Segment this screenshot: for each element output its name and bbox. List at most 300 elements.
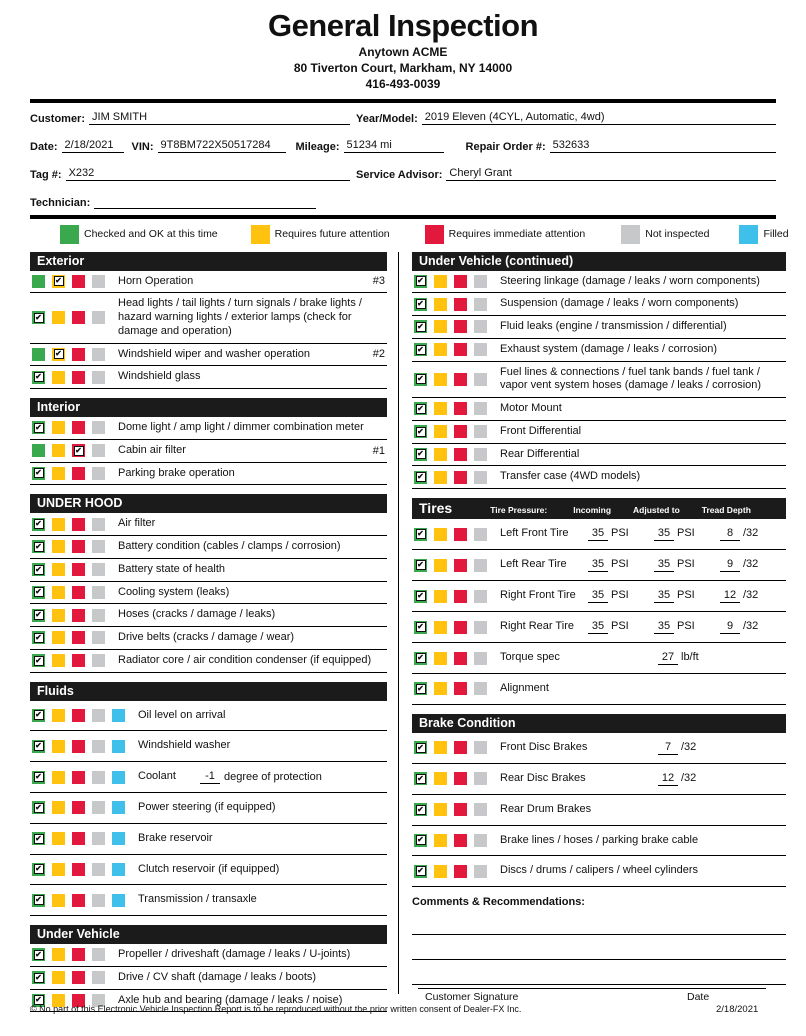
status-box-red[interactable] [72,467,85,480]
status-box-yellow[interactable] [52,948,65,961]
status-box-gray[interactable] [92,540,105,553]
status-box-red[interactable] [72,894,85,907]
tag-field[interactable]: X232 [66,167,350,181]
status-box-red[interactable] [454,298,467,311]
value-field[interactable]: 12 [658,772,678,786]
checkmark-icon: ✔ [35,610,42,620]
status-box-green[interactable] [32,371,45,384]
status-box-green[interactable] [414,320,427,333]
checkmark-icon: ✔ [417,529,424,539]
value-field[interactable]: 35 [588,589,608,603]
status-box-green[interactable] [414,528,427,541]
inspection-row [412,612,786,643]
status-box-gray[interactable] [474,275,487,288]
section-title: Interior [37,400,81,415]
status-box-red[interactable] [72,971,85,984]
status-box-red[interactable] [454,343,467,356]
service-advisor-field[interactable]: Cheryl Grant [446,167,776,181]
measure-slot [654,589,720,603]
status-box-green[interactable] [32,444,45,457]
section-comments-recommendations- [412,896,786,985]
value-field[interactable]: 8 [720,527,740,541]
status-box-red[interactable] [72,832,85,845]
status-box-yellow[interactable] [52,740,65,753]
value-field[interactable]: -1 [200,770,220,784]
status-box-gray[interactable] [92,801,105,814]
legend-item [621,225,709,244]
status-box-green[interactable] [414,373,427,386]
item-label: Brake reservoir [138,831,213,844]
item-label: Rear Differential [500,447,580,460]
vin-field[interactable]: 9T8BM722X50517284 [158,139,286,153]
status-box-gray[interactable] [474,373,487,386]
footer-date-value: 2/18/2021 [716,1004,759,1015]
status-box-cyan[interactable] [112,801,125,814]
status-box-yellow[interactable] [434,448,447,461]
section-title: Tires [419,500,453,517]
measure-unit: PSI [611,620,629,633]
status-box-gray[interactable] [474,559,487,572]
inspection-row [30,627,387,650]
status-box-red[interactable] [72,586,85,599]
status-box-red[interactable] [454,803,467,816]
status-box-red[interactable] [72,863,85,876]
column-header: Tire Pressure: [490,505,548,516]
status-box-red[interactable] [454,373,467,386]
item-label: Horn Operation [118,274,194,287]
status-boxes [32,771,138,784]
status-box-gray[interactable] [92,348,105,361]
status-box-yellow[interactable] [434,343,447,356]
status-box-gray[interactable] [474,803,487,816]
status-box-yellow[interactable] [434,803,447,816]
status-box-green[interactable] [32,518,45,531]
status-box-yellow[interactable] [52,275,65,288]
status-box-red[interactable] [454,772,467,785]
status-box-yellow[interactable] [52,444,65,457]
section-header [30,494,387,513]
inspection-row [412,733,786,764]
status-box-yellow[interactable] [434,275,447,288]
status-box-gray[interactable] [474,741,487,754]
item-label: Windshield wiper and washer operation [118,347,310,360]
status-box-gray[interactable] [474,772,487,785]
status-box-gray[interactable] [474,865,487,878]
status-box-gray[interactable] [92,586,105,599]
inspection-row [412,550,786,581]
status-box-yellow[interactable] [434,425,447,438]
mileage-label: Mileage: [295,140,340,153]
status-box-cyan[interactable] [112,863,125,876]
status-box-green[interactable] [414,559,427,572]
status-box-red[interactable] [72,609,85,622]
date-field[interactable]: 2/18/2021 [62,139,124,153]
status-box-yellow[interactable] [434,471,447,484]
status-box-gray[interactable] [474,471,487,484]
status-box-gray[interactable] [92,444,105,457]
status-box-yellow[interactable] [434,559,447,572]
status-box-red[interactable] [454,402,467,415]
status-box-red[interactable] [72,654,85,667]
status-box-yellow[interactable] [52,654,65,667]
status-box-green[interactable] [32,832,45,845]
status-box-cyan[interactable] [112,771,125,784]
status-box-red[interactable] [454,621,467,634]
status-boxes [414,275,500,288]
status-box-yellow[interactable] [434,682,447,695]
checkmark-icon: ✔ [35,632,42,642]
checkmark-icon: ✔ [35,468,42,478]
item-label: Left Front Tire [500,527,569,540]
inspection-row [30,731,387,762]
status-box-green[interactable] [32,971,45,984]
status-box-yellow[interactable] [52,709,65,722]
value-field[interactable]: 12 [720,589,740,603]
item-label: Coolant [138,770,176,783]
status-box-green[interactable] [414,682,427,695]
status-box-green[interactable] [32,631,45,644]
status-box-gray[interactable] [474,425,487,438]
status-box-green[interactable] [32,740,45,753]
status-box-yellow[interactable] [52,631,65,644]
value-field[interactable]: 35 [588,527,608,541]
status-box-green[interactable] [32,609,45,622]
status-box-yellow[interactable] [52,894,65,907]
status-box-gray[interactable] [474,682,487,695]
status-box-gray[interactable] [92,740,105,753]
value-field[interactable]: 35 [588,620,608,634]
status-box-gray[interactable] [92,631,105,644]
status-box-gray[interactable] [92,863,105,876]
tag-label: Tag #: [30,168,62,181]
status-box-yellow[interactable] [434,590,447,603]
status-box-yellow[interactable] [52,971,65,984]
section-title: Under Vehicle (continued) [419,253,574,268]
status-box-gray[interactable] [474,528,487,541]
status-box-green[interactable] [32,654,45,667]
priority-tag: #2 [372,348,385,361]
status-box-green[interactable] [32,421,45,434]
status-box-gray[interactable] [92,832,105,845]
checkmark-icon: ✔ [417,591,424,601]
checkmark-icon: ✔ [35,864,42,874]
status-box-green[interactable] [32,586,45,599]
status-box-red[interactable] [72,275,85,288]
status-box-red[interactable] [454,834,467,847]
status-box-gray[interactable] [474,343,487,356]
status-box-green[interactable] [414,425,427,438]
status-box-gray[interactable] [92,275,105,288]
status-box-gray[interactable] [474,402,487,415]
measure-unit: PSI [677,589,695,602]
status-box-yellow[interactable] [52,832,65,845]
inspection-row [412,643,786,674]
status-box-green[interactable] [414,652,427,665]
status-box-red[interactable] [72,948,85,961]
status-box-green[interactable] [32,348,45,361]
status-box-green[interactable] [414,772,427,785]
measure-slot [720,620,786,634]
status-box-yellow[interactable] [52,371,65,384]
inspection-row [30,824,387,855]
status-box-red[interactable] [72,444,85,457]
status-box-green[interactable] [32,275,45,288]
status-box-green[interactable] [32,467,45,480]
checkmark-icon: ✔ [417,560,424,570]
customer-signature-label: Customer Signature [425,991,519,1003]
section-under-vehicle [30,925,387,1012]
status-boxes [414,803,500,816]
status-box-cyan[interactable] [112,832,125,845]
status-box-gray[interactable] [474,320,487,333]
status-box-gray[interactable] [92,467,105,480]
status-box-red[interactable] [72,563,85,576]
customer-label: Customer: [30,112,86,125]
item-label: Radiator core / air condition condenser (if equipped) [118,653,372,666]
repair-order-field[interactable]: 532633 [550,139,776,153]
status-box-cyan[interactable] [112,709,125,722]
status-box-red[interactable] [454,528,467,541]
column-header: Incoming [573,505,612,516]
status-box-green[interactable] [32,771,45,784]
status-box-red[interactable] [454,275,467,288]
status-box-green[interactable] [32,540,45,553]
status-box-green[interactable] [32,948,45,961]
checkmark-icon: ✔ [417,742,424,752]
measure-unit: PSI [611,558,629,571]
comments-input-line[interactable] [412,935,786,960]
comments-title: Comments & Recommendations: [412,896,585,909]
status-box-green[interactable] [414,471,427,484]
status-box-green[interactable] [414,448,427,461]
value-field[interactable]: 27 [658,651,678,665]
status-box-green[interactable] [414,803,427,816]
status-box-yellow[interactable] [434,528,447,541]
section-fluids [30,682,387,917]
status-box-yellow[interactable] [434,834,447,847]
status-box-green[interactable] [414,402,427,415]
status-box-green[interactable] [414,741,427,754]
status-box-yellow[interactable] [434,298,447,311]
checkmark-icon: ✔ [417,866,424,876]
inspection-row [412,316,786,339]
inspection-row [412,826,786,857]
status-box-gray[interactable] [474,834,487,847]
status-box-yellow[interactable] [434,373,447,386]
status-boxes [32,348,118,361]
technician-field[interactable] [94,195,316,209]
measure-slot [588,527,654,541]
status-box-red[interactable] [454,471,467,484]
status-box-red[interactable] [72,518,85,531]
status-box-green[interactable] [32,709,45,722]
status-box-yellow[interactable] [434,741,447,754]
status-box-gray[interactable] [92,563,105,576]
measure-slot [720,589,786,603]
status-box-red[interactable] [454,865,467,878]
status-box-red[interactable] [72,631,85,644]
status-box-red[interactable] [454,448,467,461]
signature-line[interactable] [418,988,766,989]
customer-field[interactable]: JIM SMITH [89,111,350,125]
value-field[interactable]: 35 [588,558,608,572]
status-box-green[interactable] [32,801,45,814]
measure-unit: lb/ft [681,651,699,664]
status-box-gray[interactable] [92,654,105,667]
status-box-yellow[interactable] [434,865,447,878]
status-box-green[interactable] [414,343,427,356]
status-box-red[interactable] [454,590,467,603]
status-box-red[interactable] [454,425,467,438]
status-box-red[interactable] [72,771,85,784]
status-box-yellow[interactable] [52,467,65,480]
status-box-yellow[interactable] [52,801,65,814]
value-field[interactable]: 35 [654,620,674,634]
checkmark-icon: ✔ [35,895,42,905]
measure-slot [720,558,786,572]
status-box-gray[interactable] [92,771,105,784]
status-box-red[interactable] [72,311,85,324]
status-box-red[interactable] [454,652,467,665]
item-label: Air filter [118,517,156,530]
status-box-yellow[interactable] [52,609,65,622]
page-title: General Inspection [267,8,539,43]
status-box-yellow[interactable] [52,563,65,576]
item-label: Right Rear Tire [500,620,574,633]
status-box-green[interactable] [32,863,45,876]
value-field[interactable]: 35 [654,558,674,572]
status-box-red[interactable] [72,348,85,361]
status-box-gray[interactable] [92,609,105,622]
item-label: Drive belts (cracks / damage / wear) [118,631,295,644]
value-field[interactable]: 7 [658,741,678,755]
inspection-row [30,885,387,916]
status-box-yellow[interactable] [434,621,447,634]
status-box-red[interactable] [72,709,85,722]
inspection-row [412,466,786,489]
status-box-red[interactable] [72,740,85,753]
status-box-gray[interactable] [474,448,487,461]
checkmark-icon: ✔ [35,833,42,843]
checkmark-icon: ✔ [35,772,42,782]
checkmark-icon: ✔ [35,741,42,751]
status-box-green[interactable] [414,621,427,634]
status-box-yellow[interactable] [52,586,65,599]
mileage-field[interactable]: 51234 mi [344,139,444,153]
status-box-green[interactable] [414,298,427,311]
status-box-gray[interactable] [92,311,105,324]
status-box-green[interactable] [32,563,45,576]
section-under-vehicle-continued- [412,252,786,490]
measure-slot [654,527,720,541]
checkmark-icon: ✔ [35,312,42,322]
status-box-red[interactable] [454,741,467,754]
checkmark-icon: ✔ [417,804,424,814]
year-model-field[interactable]: 2019 Eleven (4CYL, Automatic, 4wd) [422,111,776,125]
inspection-row [412,674,786,705]
status-box-green[interactable] [414,590,427,603]
status-box-yellow[interactable] [52,540,65,553]
status-box-green[interactable] [32,894,45,907]
inspection-row [30,417,387,440]
status-box-green[interactable] [414,275,427,288]
status-box-red[interactable] [454,559,467,572]
item-label: Torque spec [500,651,560,664]
checkmark-icon: ✔ [35,541,42,551]
section-brake-condition [412,714,786,887]
inspection-row [412,398,786,421]
inspection-row [412,444,786,467]
status-box-gray[interactable] [474,652,487,665]
inline-unit-text: degree of protection [224,771,322,784]
comments-input-line[interactable] [412,910,786,935]
status-box-gray[interactable] [474,590,487,603]
status-box-gray[interactable] [474,298,487,311]
status-boxes [32,563,118,576]
status-box-yellow[interactable] [52,311,65,324]
status-box-yellow[interactable] [52,518,65,531]
status-box-gray[interactable] [92,709,105,722]
status-box-gray[interactable] [474,621,487,634]
status-box-red[interactable] [72,421,85,434]
status-box-gray[interactable] [92,971,105,984]
status-box-gray[interactable] [92,518,105,531]
status-box-red[interactable] [72,801,85,814]
status-box-green[interactable] [32,311,45,324]
value-field[interactable]: 9 [720,558,740,572]
item-label: Axle hub and bearing (damage / leaks / noise) [118,993,343,1006]
status-box-yellow[interactable] [434,402,447,415]
left-column [30,252,387,1022]
checkmark-icon: ✔ [417,773,424,783]
status-boxes [414,682,500,695]
section-title: Fluids [37,683,74,698]
status-box-yellow[interactable] [52,421,65,434]
status-box-gray[interactable] [92,421,105,434]
status-box-gray[interactable] [92,894,105,907]
legend-label: Requires immediate attention [448,228,586,241]
measure-slot [658,651,724,665]
inspection-row [30,513,387,536]
comments-input-line[interactable] [412,960,786,985]
status-box-gray[interactable] [92,371,105,384]
status-box-yellow[interactable] [434,652,447,665]
status-box-cyan[interactable] [112,894,125,907]
status-boxes [32,275,118,288]
item-label: Front Differential [500,424,582,437]
value-field[interactable]: 35 [654,527,674,541]
status-box-yellow[interactable] [52,348,65,361]
status-box-red[interactable] [454,682,467,695]
status-box-cyan[interactable] [112,740,125,753]
status-box-gray[interactable] [92,948,105,961]
status-box-green[interactable] [414,834,427,847]
value-field[interactable]: 9 [720,620,740,634]
status-box-yellow[interactable] [434,772,447,785]
status-box-red[interactable] [454,320,467,333]
item-label: Brake lines / hoses / parking brake cable [500,833,699,846]
status-box-yellow[interactable] [434,320,447,333]
status-box-red[interactable] [72,540,85,553]
status-box-red[interactable] [72,371,85,384]
section-tires [412,498,786,705]
status-box-green[interactable] [414,865,427,878]
status-box-yellow[interactable] [52,771,65,784]
status-boxes [414,298,500,311]
status-box-yellow[interactable] [52,863,65,876]
inspection-row [30,463,387,486]
value-field[interactable]: 35 [654,589,674,603]
